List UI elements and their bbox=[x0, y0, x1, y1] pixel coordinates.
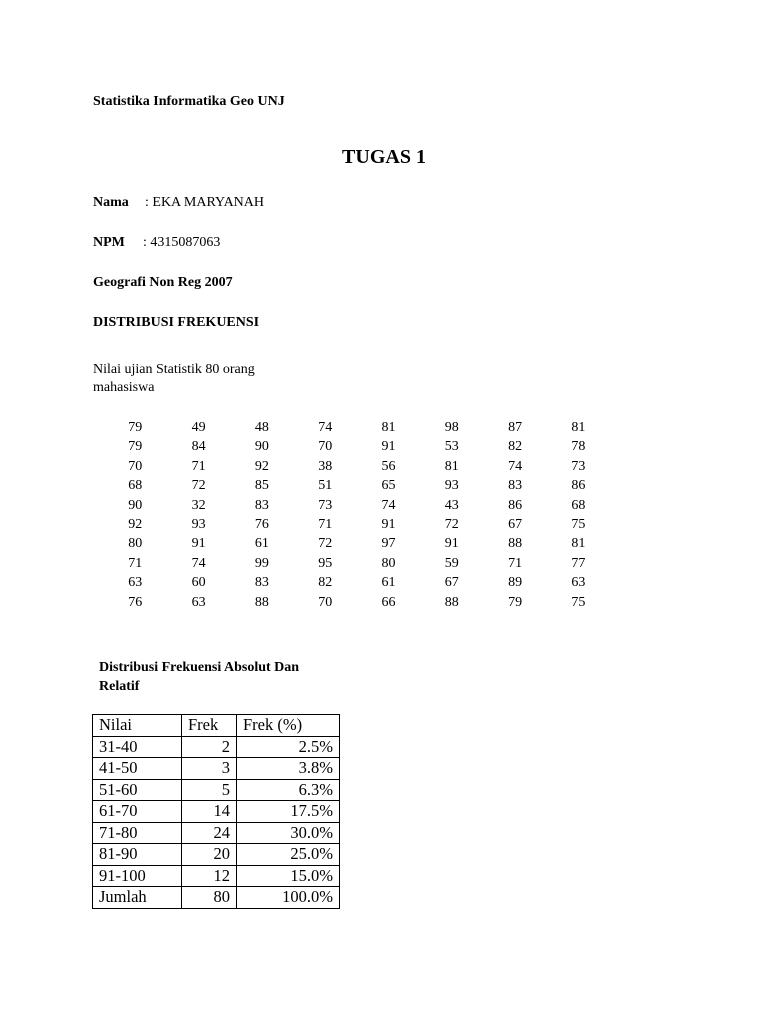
table-cell: 81-90 bbox=[93, 844, 182, 866]
table-cell: 17.5% bbox=[237, 801, 340, 823]
raw-data-cell: 88 bbox=[508, 536, 523, 552]
raw-data-cell: 70 bbox=[128, 458, 143, 474]
raw-data-cell: 98 bbox=[444, 420, 459, 435]
table-row bbox=[93, 758, 340, 780]
raw-data-cell: 79 bbox=[128, 439, 143, 455]
raw-data-cell: 97 bbox=[381, 536, 396, 552]
table-cell: 31-40 bbox=[93, 736, 182, 758]
table-cell: 41-50 bbox=[93, 758, 182, 780]
raw-data-cell: 72 bbox=[191, 478, 206, 494]
table-row bbox=[93, 801, 340, 823]
raw-data-cell: 67 bbox=[444, 575, 459, 591]
raw-data-cell: 48 bbox=[254, 420, 269, 435]
raw-data-row bbox=[112, 515, 618, 534]
raw-data-row bbox=[112, 496, 618, 515]
table-cell: 24 bbox=[182, 822, 237, 844]
raw-data-cell: 56 bbox=[381, 458, 396, 474]
raw-data-cell: 61 bbox=[254, 536, 269, 552]
raw-data-cell: 73 bbox=[318, 497, 333, 513]
table-cell: 3.8% bbox=[237, 758, 340, 780]
course-header: Statistika Informatika Geo UNJ bbox=[93, 94, 285, 109]
raw-data-cell: 63 bbox=[571, 575, 586, 591]
raw-data-cell: 88 bbox=[444, 594, 459, 610]
table-cell: 15.0% bbox=[237, 865, 340, 887]
raw-data-cell: 60 bbox=[191, 575, 206, 591]
raw-data-cell: 71 bbox=[318, 516, 333, 532]
raw-data-row bbox=[112, 573, 618, 592]
raw-data-cell: 66 bbox=[381, 594, 396, 610]
raw-data-cell: 92 bbox=[128, 516, 143, 532]
raw-data-cell: 91 bbox=[381, 516, 396, 532]
raw-data-cell: 77 bbox=[571, 555, 586, 571]
header-frek: Frek bbox=[182, 715, 237, 737]
raw-data-cell: 49 bbox=[191, 420, 206, 435]
raw-data-cell: 89 bbox=[508, 575, 523, 591]
raw-data-cell: 86 bbox=[571, 478, 586, 494]
raw-data-cell: 71 bbox=[508, 555, 523, 571]
raw-data-row bbox=[112, 418, 618, 437]
raw-data-cell: 75 bbox=[571, 516, 586, 532]
raw-data-cell: 68 bbox=[571, 497, 586, 513]
raw-data-cell: 92 bbox=[254, 458, 269, 474]
raw-data-cell: 90 bbox=[128, 497, 143, 513]
raw-data-cell: 59 bbox=[444, 555, 459, 571]
table-cell: 100.0% bbox=[237, 887, 340, 909]
table-row bbox=[93, 736, 340, 758]
name-row bbox=[93, 195, 264, 211]
raw-data-cell: 82 bbox=[318, 575, 333, 591]
raw-data-cell: 91 bbox=[381, 439, 396, 455]
table-cell: Jumlah bbox=[93, 887, 182, 909]
table-cell: 30.0% bbox=[237, 822, 340, 844]
raw-data-cell: 91 bbox=[444, 536, 459, 552]
raw-data-cell: 79 bbox=[128, 420, 143, 435]
raw-data-cell: 95 bbox=[318, 555, 333, 571]
raw-data-cell: 85 bbox=[254, 478, 269, 494]
raw-data-cell: 72 bbox=[444, 516, 459, 532]
raw-data-cell: 84 bbox=[191, 439, 206, 455]
table-row bbox=[93, 844, 340, 866]
npm-value: : 4315087063 bbox=[143, 235, 221, 250]
raw-data-cell: 76 bbox=[254, 516, 269, 532]
table-cell: 2 bbox=[182, 736, 237, 758]
raw-data-cell: 74 bbox=[508, 458, 523, 474]
raw-data-row bbox=[112, 554, 618, 573]
raw-data-cell: 93 bbox=[444, 478, 459, 494]
raw-data-cell: 43 bbox=[444, 497, 459, 513]
raw-data-cell: 70 bbox=[318, 439, 333, 455]
raw-data-cell: 63 bbox=[191, 594, 206, 610]
npm-row bbox=[93, 235, 220, 251]
raw-data-row bbox=[112, 534, 618, 553]
table-title: Distribusi Frekuensi Absolut Dan Relatif bbox=[99, 660, 300, 694]
table-cell: 3 bbox=[182, 758, 237, 780]
raw-data-cell: 86 bbox=[508, 497, 523, 513]
raw-data-cell: 83 bbox=[254, 575, 269, 591]
raw-data-cell: 78 bbox=[571, 439, 586, 455]
raw-data-cell: 87 bbox=[508, 420, 523, 435]
raw-data-cell: 82 bbox=[508, 439, 523, 455]
raw-data-cell: 71 bbox=[128, 555, 143, 571]
header-nilai: Nilai bbox=[93, 715, 182, 737]
raw-data-cell: 74 bbox=[318, 420, 333, 435]
raw-data-cell: 80 bbox=[128, 536, 143, 552]
table-header-row bbox=[93, 715, 340, 737]
frequency-table bbox=[92, 714, 340, 909]
raw-data-cell: 73 bbox=[571, 458, 586, 474]
raw-data-cell: 88 bbox=[254, 594, 269, 610]
raw-data-cell: 99 bbox=[254, 555, 269, 571]
raw-data-cell: 75 bbox=[571, 594, 586, 610]
raw-data-cell: 93 bbox=[191, 516, 206, 532]
header-frek-percent: Frek (%) bbox=[237, 715, 340, 737]
raw-data-cell: 83 bbox=[254, 497, 269, 513]
raw-data-row bbox=[112, 476, 618, 495]
raw-data-cell: 65 bbox=[381, 478, 396, 494]
table-cell: 14 bbox=[182, 801, 237, 823]
raw-data-cell: 51 bbox=[318, 478, 333, 494]
table-cell: 80 bbox=[182, 887, 237, 909]
raw-data-cell: 38 bbox=[318, 458, 333, 474]
raw-data-cell: 81 bbox=[571, 536, 586, 552]
table-cell: 91-100 bbox=[93, 865, 182, 887]
raw-data-cell: 80 bbox=[381, 555, 396, 571]
table-row bbox=[93, 887, 340, 909]
npm-label: NPM bbox=[93, 235, 125, 250]
raw-data-cell: 79 bbox=[508, 594, 523, 610]
raw-data-row bbox=[112, 593, 618, 612]
section-title: DISTRIBUSI FREKUENSI bbox=[93, 315, 260, 330]
table-row bbox=[93, 779, 340, 801]
raw-data-cell: 76 bbox=[128, 594, 143, 610]
table-cell: 61-70 bbox=[93, 801, 182, 823]
raw-data-cell: 53 bbox=[444, 439, 459, 455]
table-cell: 20 bbox=[182, 844, 237, 866]
raw-data-cell: 81 bbox=[381, 420, 396, 435]
table-cell: 51-60 bbox=[93, 779, 182, 801]
name-value: : EKA MARYANAH bbox=[145, 195, 265, 210]
raw-data-cell: 61 bbox=[381, 575, 396, 591]
raw-data-cell: 74 bbox=[381, 497, 396, 513]
raw-data-cell: 70 bbox=[318, 594, 333, 610]
table-cell: 5 bbox=[182, 779, 237, 801]
raw-data-cell: 91 bbox=[191, 536, 206, 552]
raw-data-cell: 81 bbox=[444, 458, 459, 474]
raw-data-cell: 71 bbox=[191, 458, 206, 474]
raw-data-cell: 83 bbox=[508, 478, 523, 494]
document-title: TUGAS 1 bbox=[342, 146, 426, 168]
table-cell: 12 bbox=[182, 865, 237, 887]
table-row bbox=[93, 822, 340, 844]
raw-data-cell: 68 bbox=[128, 478, 143, 494]
table-cell: 2.5% bbox=[237, 736, 340, 758]
name-label: Nama bbox=[93, 195, 129, 210]
raw-data-row bbox=[112, 437, 618, 456]
table-cell: 25.0% bbox=[237, 844, 340, 866]
raw-data-cell: 90 bbox=[254, 439, 269, 455]
raw-data-cell: 81 bbox=[571, 420, 586, 435]
table-row bbox=[93, 865, 340, 887]
intro-text: Nilai ujian Statistik 80 orang mahasiswa bbox=[93, 362, 255, 395]
raw-data-cell: 63 bbox=[128, 575, 143, 591]
raw-data-cell: 67 bbox=[508, 516, 523, 532]
raw-data-cell: 72 bbox=[318, 536, 333, 552]
table-cell: 6.3% bbox=[237, 779, 340, 801]
raw-data-row bbox=[112, 457, 618, 476]
raw-data-cell: 74 bbox=[191, 555, 206, 571]
raw-data-grid bbox=[112, 418, 618, 612]
raw-data-cell: 32 bbox=[191, 497, 206, 513]
program-label: Geografi Non Reg 2007 bbox=[93, 275, 233, 290]
table-cell: 71-80 bbox=[93, 822, 182, 844]
